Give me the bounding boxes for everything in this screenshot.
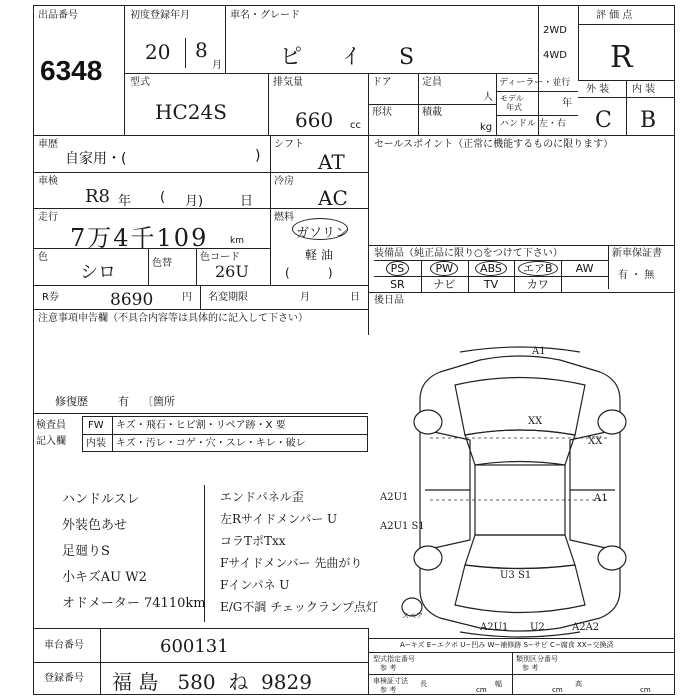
handle-label: ハンドル 左・右 (500, 119, 566, 129)
shift-value: AT (318, 150, 345, 174)
note-line: コラTポTxx (220, 534, 286, 548)
divider (33, 135, 675, 136)
mileage-value: 7万4千109 (70, 224, 209, 252)
history-label: 車歴 (38, 139, 58, 150)
equipment-item-label: PW (430, 261, 458, 276)
repair-location: 〔箇所 (142, 395, 175, 408)
width-label: 幅 (495, 680, 502, 688)
length-label: 長 (420, 680, 427, 688)
inspector-label: 検査員 (36, 420, 66, 431)
interior-value: B (640, 108, 657, 133)
hood (455, 378, 585, 436)
certificate-label: 車検証寸法 (373, 677, 408, 685)
equipment-item-label: カワ (526, 278, 549, 291)
rear-bumper (460, 632, 580, 637)
first-reg-year: 20 (145, 40, 171, 64)
divider (468, 260, 469, 276)
equipment-item-label: エアB (518, 261, 558, 276)
front-bumper (460, 347, 580, 352)
height-unit: cm (640, 686, 651, 694)
divider (82, 434, 368, 435)
category-ref: 参 考 (522, 664, 539, 672)
divider (374, 276, 608, 277)
remarks-title: 注意事項申告欄（不具合内容等は具体的に記入して下さい） (38, 313, 308, 324)
divider (33, 628, 368, 629)
damage-mark: XX (588, 436, 603, 447)
month-unit: 月 (212, 60, 222, 71)
history-close: ) (255, 148, 261, 164)
divider (196, 248, 197, 285)
divider (578, 5, 579, 80)
color-value: シロ (80, 262, 116, 283)
equipment-item-label: ABS (475, 261, 507, 276)
inspection-label: 車検 (38, 176, 58, 187)
equipment-item (468, 262, 515, 275)
divider (200, 285, 201, 309)
divider (33, 662, 368, 663)
equipment-item (514, 262, 561, 275)
fuel-gasoline: ガソリン (296, 226, 349, 241)
damage-mark: XX (528, 416, 543, 427)
divider (368, 104, 418, 105)
equipment-item (561, 262, 608, 275)
interior-label: 内 装 (632, 84, 656, 95)
divider (368, 652, 675, 653)
divider (112, 416, 113, 452)
damage-legend: A−キズ E−エクボ U−凹み W−補修跡 S−サビ C−腐食 XX−交換済 (400, 641, 614, 649)
divider (148, 248, 149, 285)
color-change-label: 色替 (152, 258, 172, 269)
divider (268, 73, 269, 135)
plate-value: 福 島 580 ね 9829 (112, 670, 312, 694)
category-label: 類別区分番号 (516, 655, 558, 663)
divider (33, 208, 368, 209)
divider (368, 292, 675, 293)
interior-label: 内装 (86, 438, 106, 449)
note-line: エンドパネル歪 (220, 490, 304, 504)
dealer-label: ディーラー・並行 (499, 78, 571, 88)
tire-front-right (598, 410, 626, 434)
lot-number: 6348 (40, 55, 103, 86)
fw-items: キズ・飛石・ヒビ割・リペア跡・X 要 (116, 420, 286, 431)
height-label: 高 (575, 680, 582, 688)
designation-ref: 参 考 (380, 664, 397, 672)
damage-mark: A2U1 (480, 622, 509, 633)
name-change-day: 日 (350, 292, 360, 303)
color-code-label: 色コード (200, 252, 240, 263)
divider (421, 260, 422, 276)
model-year-label: モデル (500, 94, 524, 103)
inspector-label-2: 記入欄 (36, 436, 66, 447)
inspection-value: R8 (85, 186, 111, 207)
fw-label: FW (88, 420, 104, 431)
capacity-label: 定員 (422, 77, 442, 88)
divider (124, 5, 125, 135)
chassis-label: 車台番号 (44, 640, 84, 651)
note-line: オドメーター 74110km (62, 596, 206, 611)
capacity-unit: 人 (483, 92, 493, 103)
interior-items: キズ・汚レ・コゲ・穴・スレ・キレ・破レ (116, 438, 306, 449)
equipment-title: 装備品（純正品に限り○をつけて下さい） (374, 248, 563, 259)
divider (33, 413, 368, 414)
displacement-label: 排気量 (273, 77, 303, 88)
load-unit: kg (480, 122, 493, 133)
divider (418, 104, 496, 105)
equipment-item (514, 278, 561, 291)
after-label: 後日品 (374, 295, 404, 306)
body-outline (420, 356, 620, 631)
divider (561, 276, 562, 292)
repair-value: 有 (118, 395, 129, 408)
load-label: 積載 (422, 107, 442, 118)
fuel-paren: ( ) (285, 266, 333, 280)
equipment-item-label: PS (386, 261, 410, 276)
divider (33, 309, 368, 310)
exterior-label: 外 装 (586, 84, 610, 95)
divider (124, 73, 538, 74)
divider (608, 245, 609, 289)
displacement-value: 660 (295, 108, 334, 132)
divider (421, 276, 422, 292)
divider (225, 5, 226, 73)
name-change-month: 月 (300, 292, 310, 303)
divider (496, 73, 497, 135)
certificate-ref: 参 考 (380, 686, 397, 694)
grade-label: 評 価 点 (596, 10, 633, 21)
fuel-diesel: 軽 油 (305, 248, 333, 262)
car-name-label: 車名・グレード (230, 10, 300, 21)
damage-mark: A1 (594, 493, 608, 504)
note-line: Fインパネ U (220, 578, 290, 592)
rear-glass (465, 535, 575, 569)
recycle-value: 8690 (110, 290, 154, 310)
repair-label: 修復歴 (55, 395, 88, 408)
designation-label: 型式指定番号 (373, 655, 415, 663)
history-value: 自家用・( (65, 151, 127, 167)
mileage-label: 走行 (38, 212, 58, 223)
displacement-unit: cc (350, 120, 361, 131)
divider (496, 91, 578, 92)
color-code-value: 26U (215, 262, 249, 281)
length-unit: cm (476, 686, 487, 694)
tire-rear-right (598, 546, 626, 570)
width-unit: cm (552, 686, 563, 694)
divider (514, 260, 515, 276)
name-change-label: 名変期限 (208, 292, 248, 303)
divider (185, 38, 186, 68)
note-line: 左Rサイドメンバー U (220, 512, 338, 526)
drive-2wd: 2WD (543, 25, 567, 36)
exterior-value: C (595, 108, 612, 133)
lot-label: 出品番号 (38, 10, 78, 21)
color-label: 色 (38, 252, 48, 263)
shape-label: 形状 (372, 107, 392, 118)
equipment-item-label: ナビ (433, 278, 456, 291)
note-line: Fサイドメンバー 先曲がり (220, 556, 363, 570)
windshield (465, 430, 575, 465)
recycle-label: R券 (42, 292, 59, 303)
divider (626, 80, 627, 135)
divider (368, 135, 369, 335)
divider (33, 248, 270, 249)
drive-4wd: 4WD (543, 50, 567, 61)
year-unit: 年 (118, 194, 132, 209)
sales-point-title: セールスポイント（正常に機能するものに限ります） (374, 139, 614, 150)
damage-mark: A1 (532, 346, 546, 357)
divider (368, 674, 675, 675)
note-line: 小キズAU W2 (62, 570, 147, 585)
model-year-label-2: 年式 (506, 103, 522, 112)
chassis-value: 600131 (160, 636, 229, 657)
equipment-item-label: SR (390, 278, 405, 291)
note-line: 外装色あせ (62, 518, 128, 533)
first-reg-month: 8 (195, 38, 208, 62)
damage-mark: U2 (530, 622, 545, 633)
damage-mark: U3 S1 (500, 570, 532, 581)
grade-value: R (610, 40, 633, 75)
aircon-value: AC (318, 186, 348, 210)
equipment-item (421, 278, 468, 291)
model-year-unit: 年 (562, 98, 572, 109)
note-line: ハンドルスレ (62, 492, 140, 507)
model-value: HC24S (155, 100, 227, 124)
inspection-month-open: ( (160, 190, 166, 205)
tire-rear-left (414, 546, 442, 570)
mileage-unit: km (230, 236, 244, 246)
equipment-item-label: TV (483, 278, 499, 291)
note-line: E/G不調 チェックランプ点灯 (220, 600, 378, 614)
warranty-label: 新車保証書 (612, 248, 662, 259)
yen-unit: 円 (182, 292, 192, 303)
equipment-item-label: AW (575, 262, 594, 275)
equipment-item (468, 278, 515, 291)
fuel-circle (292, 218, 348, 240)
warranty-options: 有 ・ 無 (618, 270, 655, 281)
divider (270, 135, 271, 285)
plate-label: 登録番号 (44, 673, 84, 684)
divider (368, 245, 675, 246)
car-name-value: ピ ｲ S (280, 45, 433, 70)
inspection-day-unit: 日 (240, 194, 254, 209)
damage-mark: A2U1 S1 (380, 521, 425, 532)
door-label: ドア (372, 77, 392, 88)
note-line: 足廻りS (62, 544, 110, 559)
divider (468, 276, 469, 292)
aircon-label: 冷房 (274, 176, 294, 187)
divider (33, 172, 368, 173)
damage-mark: A2A2 (572, 622, 600, 633)
divider (496, 115, 578, 116)
divider (561, 260, 562, 276)
equipment-item (374, 278, 421, 291)
divider (578, 24, 675, 25)
tire-front-left (414, 410, 442, 434)
first-reg-label: 初度登録年月 (130, 10, 190, 21)
model-label: 型式 (130, 77, 150, 88)
divider (514, 276, 515, 292)
inspection-month-unit: 月) (185, 194, 204, 209)
spare-label: スペア (402, 612, 423, 620)
shift-label: シフト (274, 139, 304, 150)
car-diagram (370, 340, 675, 640)
damage-mark: A2U1 (380, 492, 409, 503)
divider (368, 638, 675, 639)
divider (368, 628, 369, 695)
equipment-item (374, 262, 421, 275)
equipment-item (421, 262, 468, 275)
fuel-label: 燃料 (274, 212, 294, 223)
